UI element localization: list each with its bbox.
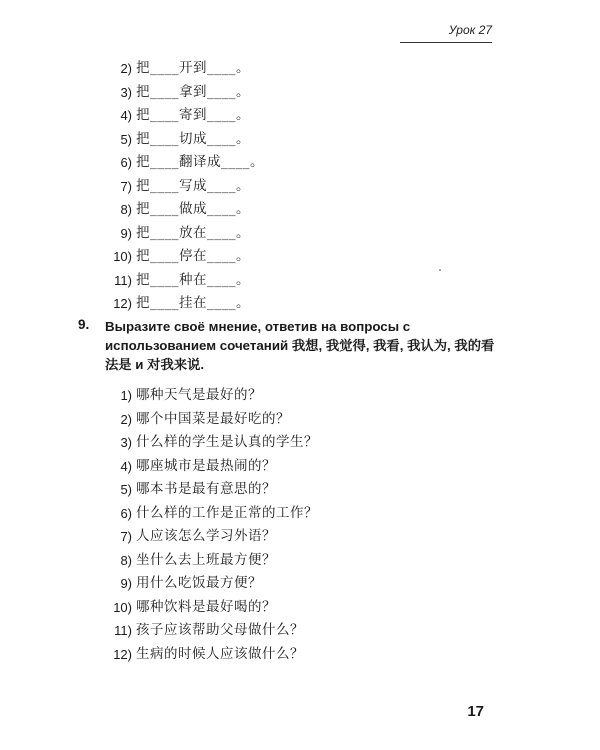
list-item [104,292,404,316]
item-text: 把____写成____。 [136,177,250,194]
item-number: 1) [120,388,132,403]
item-number: 4) [120,108,132,123]
item-number: 6) [120,505,132,521]
running-header [400,22,492,43]
item-text: 把____放在____。 [136,224,250,241]
item-number: 3) [120,84,132,100]
item-text: 什么样的工作是正常的工作？ [136,504,318,521]
item-text: 哪本书是最有意思的？ [136,481,276,497]
list-item [104,572,424,596]
list-item [104,151,404,175]
item-number: 8) [120,202,132,217]
list-item [104,431,424,455]
item-text: 哪种天气是最好的？ [136,387,262,403]
item-number: 2) [120,411,132,427]
item-text: 把____拿到____。 [136,83,250,100]
page-number: 17 [467,703,484,720]
item-text: 坐什么去上班最方便？ [136,551,276,568]
list-item [104,502,424,526]
list-item [104,619,424,643]
item-text: 把____切成____。 [136,130,250,147]
item-text: 把____做成____。 [136,201,250,217]
item-text: 用什么吃饭最方便？ [136,575,262,591]
list-item [104,104,404,128]
item-text: 把____寄到____。 [136,107,250,123]
lesson-title: Урок 27 [448,23,492,37]
item-text: 把____种在____。 [136,271,250,288]
item-number: 9) [120,576,132,591]
list-item [104,57,404,81]
item-number: 5) [120,131,132,147]
item-number: 10) [113,249,132,264]
item-number: 7) [120,529,132,544]
item-text: 把____挂在____。 [136,295,250,311]
item-text: 把____开到____。 [136,60,250,76]
question-list [104,384,424,666]
item-number: 7) [120,178,132,194]
item-number: 9) [120,225,132,241]
list-item [104,81,404,105]
item-text: 哪座城市是最热闹的？ [136,457,276,474]
item-text: 生病的时候人应该做什么？ [136,645,304,662]
item-number: 12) [113,296,132,311]
item-number: 2) [120,61,132,76]
item-number: 11) [114,623,132,638]
list-item [104,198,404,222]
item-text: 孩子应该帮助父母做什么？ [136,622,304,638]
item-number: 10) [113,599,132,615]
item-text: 哪种饮料是最好喝的？ [136,598,276,615]
item-text: 把____翻译成____。 [136,154,264,170]
list-item [104,643,424,667]
print-speck [439,269,441,271]
item-number: 11) [114,272,132,288]
list-item [104,222,404,246]
list-item [104,384,424,408]
item-number: 8) [120,552,132,568]
item-text: 什么样的学生是认真的学生？ [136,434,318,450]
list-item [104,525,424,549]
item-number: 3) [120,435,132,450]
list-item [104,245,404,269]
list-item [104,408,424,432]
list-item [104,269,404,293]
item-number: 4) [120,458,132,474]
item-number: 6) [120,155,132,170]
item-text: 人应该怎么学习外语？ [136,528,276,544]
item-text: 哪个中国菜是最好吃的？ [136,410,290,427]
exercise-number: 9. [78,317,90,332]
list-item [104,175,404,199]
list-item [104,128,404,152]
list-item [104,455,424,479]
fill-in-list [104,57,404,316]
list-item [104,478,424,502]
item-text: 把____停在____。 [136,248,250,264]
list-item [104,596,424,620]
item-number: 5) [120,482,132,497]
list-item [104,549,424,573]
exercise-instruction: Выразите своё мнение, ответив на вопросы с использованием сочетаний 我想, 我觉得, 我看, 我认为, 我的看法是 и 对我来说. [105,319,495,372]
item-number: 12) [113,646,132,662]
